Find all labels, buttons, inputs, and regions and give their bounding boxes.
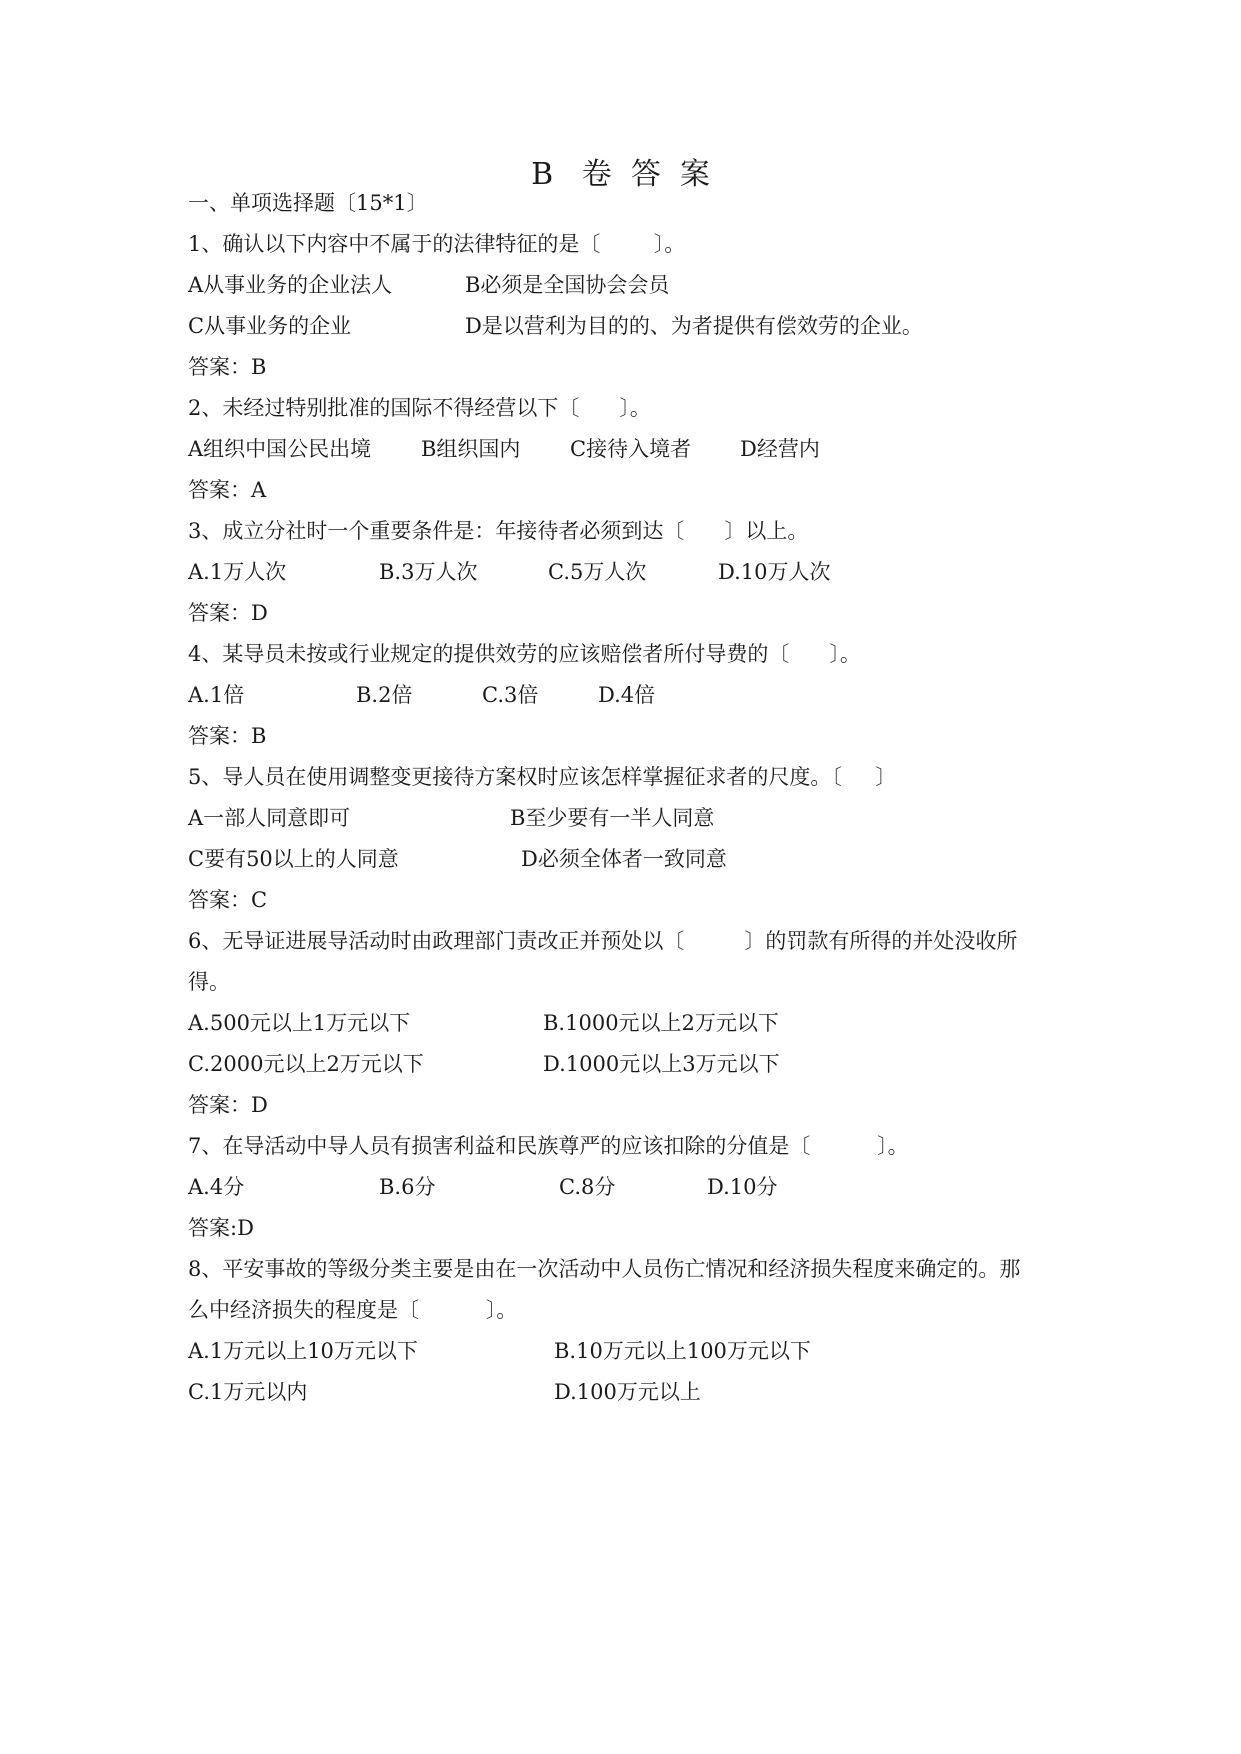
page-title: B 卷 答 案 [531,157,710,192]
question-5-option-a: A一部人同意即可 [188,806,351,830]
section-heading: 一、单项选择题〔15*1〕 [188,191,428,215]
question-2-option-c: C接待入境者 [570,437,692,461]
question-4-option-b: B.2倍 [356,683,413,707]
question-1-text: 1、确认以下内容中不属于的法律特征的是〔 〕。 [188,232,686,256]
question-6-option-b: B.1000元以上2万元以下 [543,1011,779,1035]
question-2-option-b: B组织国内 [421,437,521,461]
question-2-option-a: A组织中国公民出境 [188,437,372,461]
question-3-option-d: D.10万人次 [718,560,831,584]
question-3-option-c: C.5万人次 [548,560,647,584]
question-3-text: 3、成立分社时一个重要条件是：年接待者必须到达〔 〕以上。 [188,519,809,543]
question-3-option-b: B.3万人次 [379,560,478,584]
question-8-text-line-2: 么中经济损失的程度是〔 〕。 [188,1298,518,1322]
question-6-option-d: D.1000元以上3万元以下 [543,1052,780,1076]
question-8-option-a: A.1万元以上10万元以下 [188,1339,418,1363]
question-7-answer: 答案:D [188,1216,254,1240]
question-6-option-a: A.500元以上1万元以下 [188,1011,411,1035]
question-7-option-b: B.6分 [379,1175,436,1199]
question-4-text: 4、某导员未按或行业规定的提供效劳的应该赔偿者所付导费的〔 〕。 [188,642,861,666]
question-6-option-c: C.2000元以上2万元以下 [188,1052,424,1076]
question-6-answer: 答案：D [188,1093,268,1117]
question-1-option-d: D是以营利为目的的、为者提供有偿效劳的企业。 [465,314,923,338]
question-3-option-a: A.1万人次 [188,560,287,584]
question-2-answer: 答案：A [188,478,267,502]
question-6-text-line-1: 6、无导证进展导活动时由政理部门责改正并预处以〔 〕的罚款有所得的并处没收所 [188,929,1018,953]
question-4-option-c: C.3倍 [482,683,539,707]
question-1-option-b: B必须是全国协会会员 [465,273,670,297]
question-5-text: 5、导人员在使用调整变更接待方案权时应该怎样掌握征求者的尺度。〔 〕 [188,765,897,789]
question-8-option-b: B.10万元以上100万元以下 [554,1339,811,1363]
question-7-option-a: A.4分 [188,1175,245,1199]
question-5-option-d: D必须全体者一致同意 [521,847,727,871]
question-2-option-d: D经营内 [740,437,820,461]
question-2-text: 2、未经过特别批准的国际不得经营以下〔 〕。 [188,396,651,420]
question-4-option-a: A.1倍 [188,683,245,707]
question-1-option-c: C从事业务的企业 [188,314,352,338]
question-1-option-a: A从事业务的企业法人 [188,273,393,297]
question-8-option-d: D.100万元以上 [554,1380,701,1404]
question-1-answer: 答案：B [188,355,267,379]
question-6-text-line-2: 得。 [188,970,230,994]
question-8-option-c: C.1万元以内 [188,1380,308,1404]
question-7-option-c: C.8分 [559,1175,616,1199]
question-4-option-d: D.4倍 [598,683,656,707]
question-5-option-c: C要有50以上的人同意 [188,847,399,871]
question-3-answer: 答案：D [188,601,268,625]
question-5-option-b: B至少要有一半人同意 [510,806,715,830]
question-7-option-d: D.10分 [707,1175,778,1199]
question-5-answer: 答案：C [188,888,268,912]
question-8-text-line-1: 8、平安事故的等级分类主要是由在一次活动中人员伤亡情况和经济损失程度来确定的。那 [188,1257,1021,1281]
question-4-answer: 答案：B [188,724,267,748]
question-7-text: 7、在导活动中导人员有损害利益和民族尊严的应该扣除的分值是〔 〕。 [188,1134,909,1158]
